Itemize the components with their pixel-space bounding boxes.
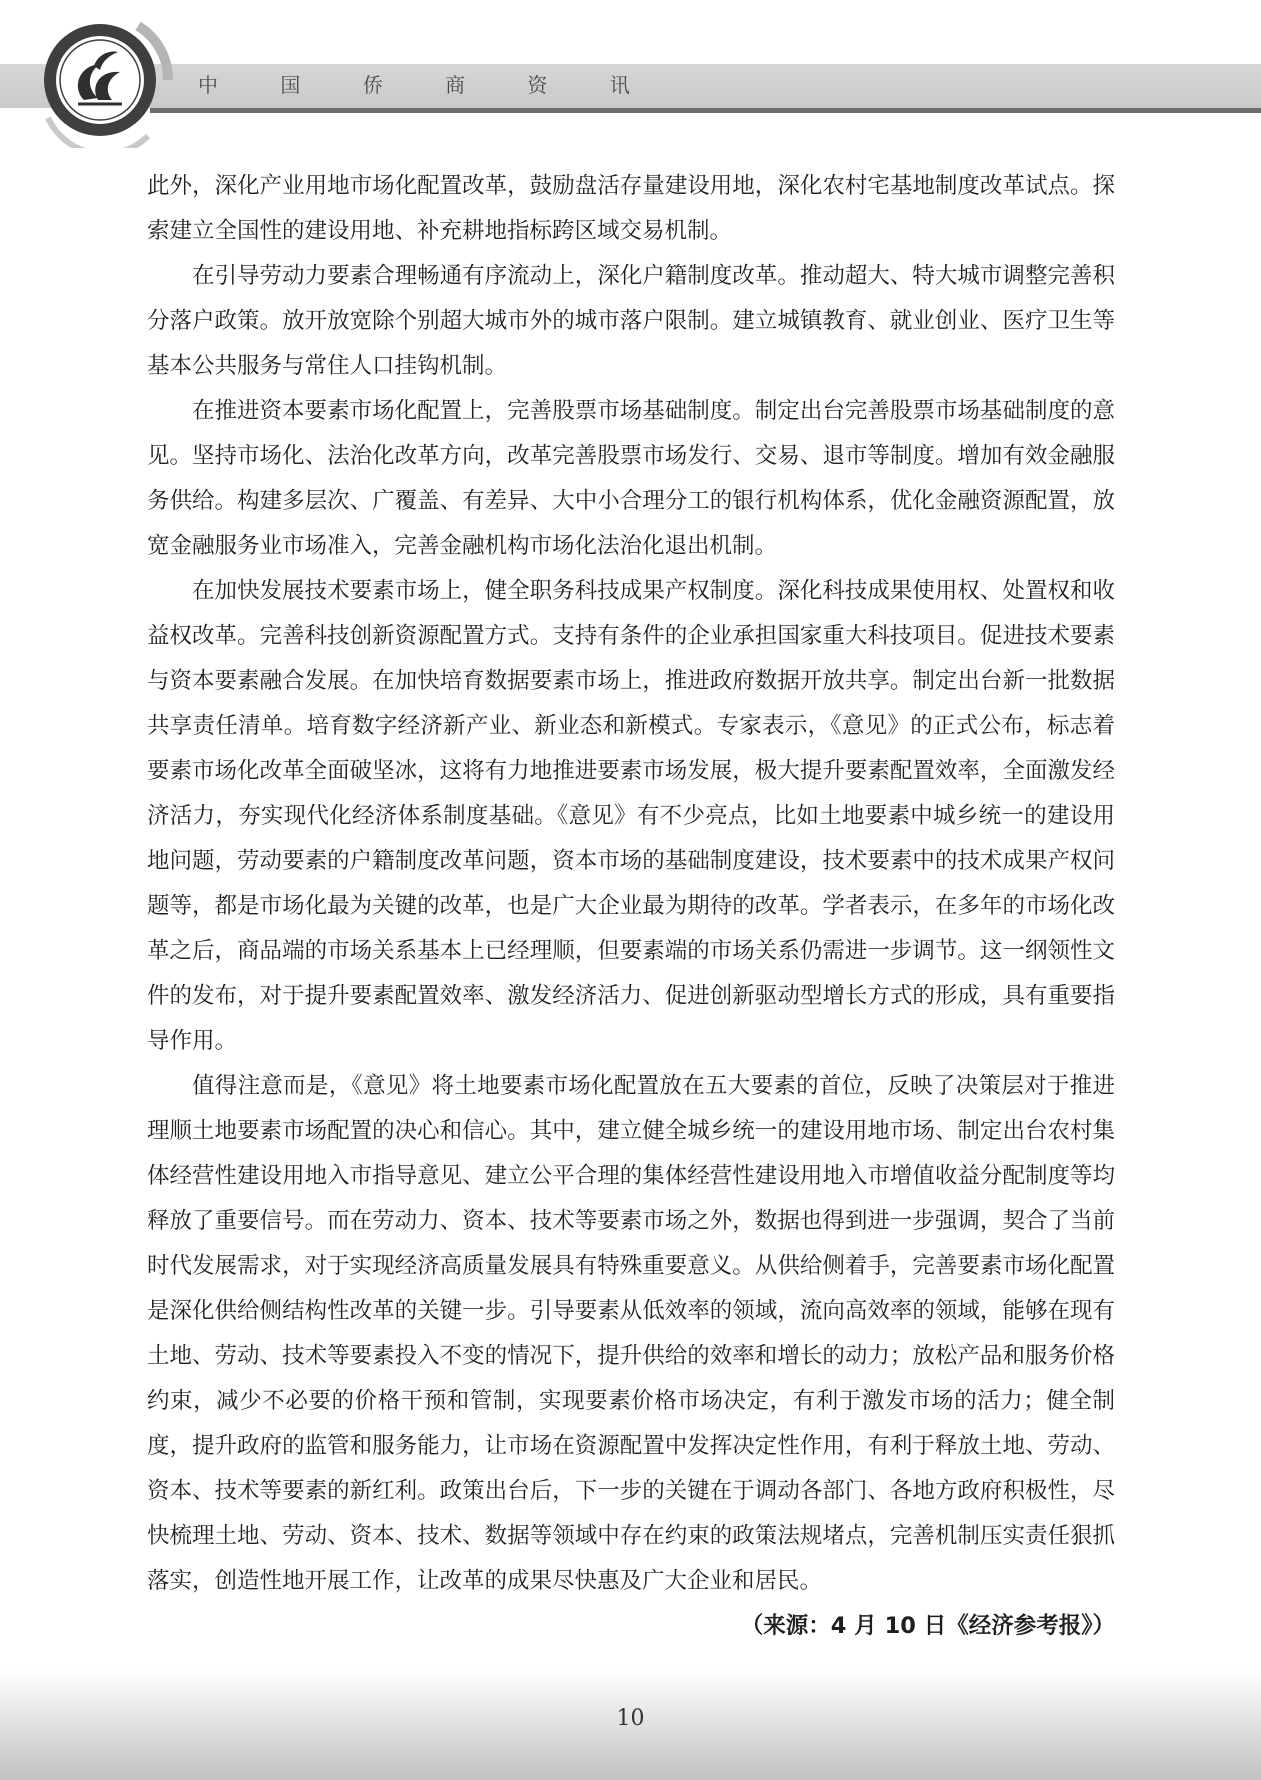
header-underline: [150, 108, 1261, 113]
paragraph-text: 值得注意而是，《意见》将土地要素市场化配置放在五大要素的首位，反映了决策层对于推进理顺土地要素市场配置的决心和信心。其中，建立健全城乡统一的建设用地市场、制定出台农村集体经营性建设用地入市指导意见、建立公平合理的集体经营性建设用地入市增值收益分配制度等均释放了重要信号。而在劳动力、资本、技术等要素市场之外，数据也得到进一步强调，契合了当前时代发展需求，对于实现经济高质量发展具有特殊重要意义。从供给侧着手，完善要素市场化配置是深化供给侧结构性改革的关键一步。引导要素从低效率的领域，流向高效率的领域，能够在现有土地、劳动、技术等要素投入不变的情况下，提升供给的效率和增长的动力；放松产品和服务价格约束，减少不必要的价格干预和管制，实现要素价格市场决定，有利于激发市场的活力；健全制度，提升政府的监管和服务能力，让市场在资源配置中发挥决定性作用，有利于释放土地、劳动、资本、技术等要素的新红利。政策出台后，下一步的关键在于调动各部门、各地方政府积极性，尽快梳理土地、劳动、资本、技术、数据等领域中存在约束的政策法规堵点，完善机制压实责任狠抓落实，创造性地开展工作，让改革的成果尽快惠及广大企业和居民。: [147, 1073, 1115, 1594]
paragraph: 在加快发展技术要素市场上，健全职务科技成果产权制度。深化科技成果使用权、处置权和收益权改革。完善科技创新资源配置方式。支持有条件的企业承担国家重大科技项目。促进技术要素与资本要素融合发展。在加快培育数据要素市场上，推进政府数据开放共享。制定出台新一批数据共享责任清单。培育数字经济新产业、新业态和新模式。专家表示，《意见》的正式公布，标志着要素市场化改革全面破坚冰，这将有力地推进要素市场发展，极大提升要素配置效率，全面激发经济活力，夯实现代化经济体系制度基础。《意见》有不少亮点，比如土地要素中城乡统一的建设用地问题，劳动要素的户籍制度改革问题，资本市场的基础制度建设，技术要素中的技术成果产权问题等，都是市场化最为关键的改革，也是广大企业最为期待的改革。学者表示，在多年的市场化改革之后，商品端的市场关系基本上已经理顺，但要素端的市场关系仍需进一步调节。这一纲领性文件的发布，对于提升要素配置效率、激发经济活力、促进创新驱动型增长方式的形成，具有重要指导作用。: [147, 578, 1115, 1054]
paragraph: 在推进资本要素市场化配置上，完善股票市场基础制度。制定出台完善股票市场基础制度的意见。坚持市场化、法治化改革方向，改革完善股票市场发行、交易、退市等制度。增加有效金融服务供给。构建多层次、广覆盖、有差异、大中小合理分工的银行机构体系，优化金融资源配置，放宽金融服务业市场准入，完善金融机构市场化法治化退出机制。: [147, 398, 1115, 559]
paragraph: 在引导劳动力要素合理畅通有序流动上，深化户籍制度改革。推动超大、特大城市调整完善积分落户政策。放开放宽除个别超大城市外的城市落户限制。建立城镇教育、就业创业、医疗卫生等基本公共服务与常住人口挂钩机制。: [147, 263, 1115, 379]
source-citation: （来源：4 月 10 日《经济参考报》）: [740, 1613, 1115, 1639]
publication-title: 中 国 侨 商 资 讯: [198, 73, 658, 97]
paragraph: 此外，深化产业用地市场化配置改革，鼓励盘活存量建设用地，深化农村宅基地制度改革试点。探索建立全国性的建设用地、补充耕地指标跨区域交易机制。: [147, 173, 1115, 244]
page-number: 10: [616, 1706, 645, 1731]
logo-icon: [28, 8, 178, 148]
article-body: [147, 164, 1115, 1649]
paragraph-last: [147, 1064, 1115, 1639]
